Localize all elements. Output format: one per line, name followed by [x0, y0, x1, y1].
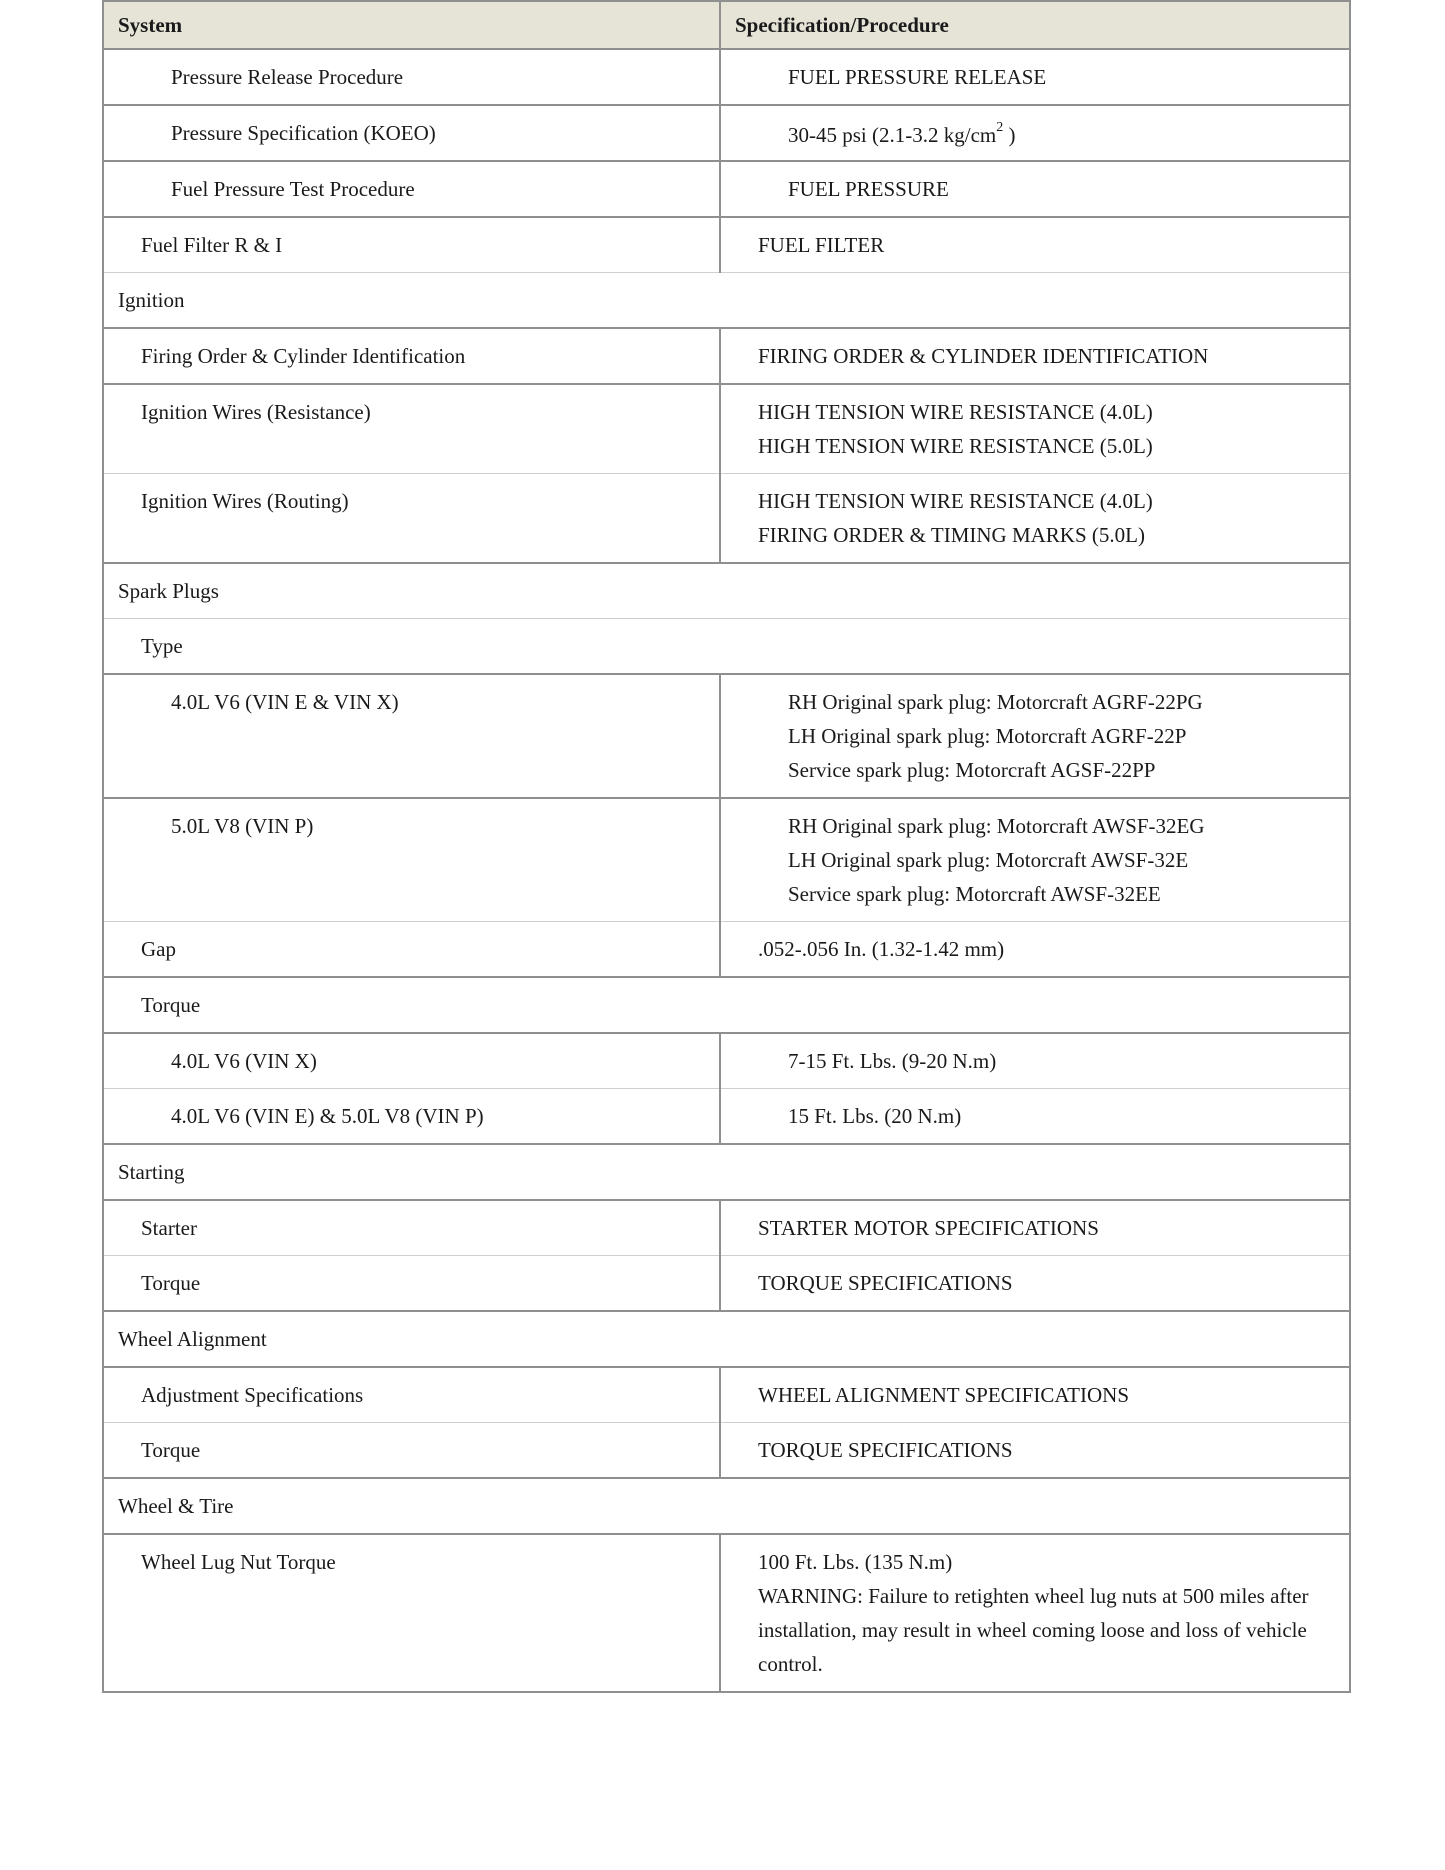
spec-line: HIGH TENSION WIRE RESISTANCE (5.0L) [758, 434, 1153, 458]
spec-cell [720, 674, 1350, 798]
section-ignition: Ignition [103, 273, 1350, 329]
table-row [103, 798, 1350, 922]
table-row [103, 161, 1350, 217]
system-cell: Fuel Filter R & I [103, 217, 720, 273]
spec-line: .052-.056 In. (1.32-1.42 mm) [758, 937, 1005, 961]
table-row [103, 922, 1350, 978]
spec-line: LH Original spark plug: Motorcraft AGRF-22P [788, 724, 1187, 748]
spec-line: FUEL FILTER [758, 233, 885, 257]
spec-line: Service spark plug: Motorcraft AGSF-22PP [788, 758, 1156, 782]
spec-line: Service spark plug: Motorcraft AWSF-32EE [788, 882, 1161, 906]
spec-line: 7-15 Ft. Lbs. (9-20 N.m) [788, 1049, 997, 1073]
table-row [103, 328, 1350, 384]
spec-cell [720, 1256, 1350, 1312]
spec-line: RH Original spark plug: Motorcraft AGRF-22PG [788, 690, 1203, 714]
spec-line: FIRING ORDER & CYLINDER IDENTIFICATION [758, 344, 1209, 368]
system-cell: 4.0L V6 (VIN E & VIN X) [103, 674, 720, 798]
spec-cell [720, 1534, 1350, 1692]
spec-cell [720, 474, 1350, 564]
spec-line: FUEL PRESSURE [788, 177, 949, 201]
section-spark-plugs: Spark Plugs [103, 563, 1350, 619]
header-system: System [103, 1, 720, 49]
table-row [103, 1256, 1350, 1312]
system-cell: Gap [103, 922, 720, 978]
system-cell: Torque [103, 1423, 720, 1479]
table-row [103, 474, 1350, 564]
header-spec: Specification/Procedure [720, 1, 1350, 49]
spec-line: TORQUE SPECIFICATIONS [758, 1438, 1013, 1462]
spec-cell [720, 328, 1350, 384]
spec-cell [720, 798, 1350, 922]
section-row [103, 563, 1350, 619]
spec-cell [720, 1423, 1350, 1479]
warning-text: WARNING: Failure to retighten wheel lug nuts at 500 miles after installation, may result in wheel coming loose and loss of vehicle control. [758, 1584, 1309, 1676]
spec-line: TORQUE SPECIFICATIONS [758, 1271, 1013, 1295]
spec-line: RH Original spark plug: Motorcraft AWSF-32EG [788, 814, 1205, 838]
system-cell: Pressure Release Procedure [103, 49, 720, 105]
system-cell: Fuel Pressure Test Procedure [103, 161, 720, 217]
table-row [103, 1534, 1350, 1692]
table-row [103, 1200, 1350, 1256]
system-cell: Firing Order & Cylinder Identification [103, 328, 720, 384]
system-cell: Adjustment Specifications [103, 1367, 720, 1423]
header-row [103, 1, 1350, 49]
table-row [103, 1089, 1350, 1145]
section-row [103, 619, 1350, 675]
spec-cell [720, 105, 1350, 161]
system-cell: Torque [103, 1256, 720, 1312]
system-cell: Ignition Wires (Resistance) [103, 384, 720, 474]
table-row [103, 105, 1350, 161]
table-row [103, 1033, 1350, 1089]
system-cell: 4.0L V6 (VIN X) [103, 1033, 720, 1089]
spec-line: HIGH TENSION WIRE RESISTANCE (4.0L) [758, 400, 1153, 424]
section-row [103, 1478, 1350, 1534]
section-torque: Torque [103, 977, 1350, 1033]
system-cell: 4.0L V6 (VIN E) & 5.0L V8 (VIN P) [103, 1089, 720, 1145]
spec-cell [720, 1367, 1350, 1423]
section-row [103, 273, 1350, 329]
system-cell: Ignition Wires (Routing) [103, 474, 720, 564]
table-row [103, 1367, 1350, 1423]
spec-cell [720, 922, 1350, 978]
spec-cell [720, 1200, 1350, 1256]
spec-line: FIRING ORDER & TIMING MARKS (5.0L) [758, 523, 1145, 547]
table-row [103, 674, 1350, 798]
spec-cell [720, 384, 1350, 474]
spec-line: FUEL PRESSURE RELEASE [788, 65, 1047, 89]
spec-line: 100 Ft. Lbs. (135 N.m) [758, 1550, 953, 1574]
spec-line: 15 Ft. Lbs. (20 N.m) [788, 1104, 962, 1128]
section-wheel-tire: Wheel & Tire [103, 1478, 1350, 1534]
system-cell: Wheel Lug Nut Torque [103, 1534, 720, 1692]
spec-line: HIGH TENSION WIRE RESISTANCE (4.0L) [758, 489, 1153, 513]
spec-line: LH Original spark plug: Motorcraft AWSF-32E [788, 848, 1189, 872]
section-wheel-alignment: Wheel Alignment [103, 1311, 1350, 1367]
spec-cell [720, 217, 1350, 273]
section-type: Type [103, 619, 1350, 675]
system-cell: 5.0L V8 (VIN P) [103, 798, 720, 922]
spec-cell [720, 1089, 1350, 1145]
spec-line: WHEEL ALIGNMENT SPECIFICATIONS [758, 1383, 1129, 1407]
section-row [103, 1311, 1350, 1367]
spec-line: 30-45 psi (2.1-3.2 kg/cm [788, 123, 997, 147]
spec-cell [720, 161, 1350, 217]
table-row [103, 49, 1350, 105]
section-starting: Starting [103, 1144, 1350, 1200]
spec-table [102, 0, 1351, 1693]
system-cell: Starter [103, 1200, 720, 1256]
table-row [103, 217, 1350, 273]
table-row [103, 384, 1350, 474]
table-row [103, 1423, 1350, 1479]
spec-line-end: ) [1003, 123, 1016, 147]
superscript: 2 [996, 120, 1004, 135]
system-cell: Pressure Specification (KOEO) [103, 105, 720, 161]
spec-cell [720, 1033, 1350, 1089]
spec-cell [720, 49, 1350, 105]
section-row [103, 977, 1350, 1033]
spec-line: STARTER MOTOR SPECIFICATIONS [758, 1216, 1099, 1240]
section-row [103, 1144, 1350, 1200]
